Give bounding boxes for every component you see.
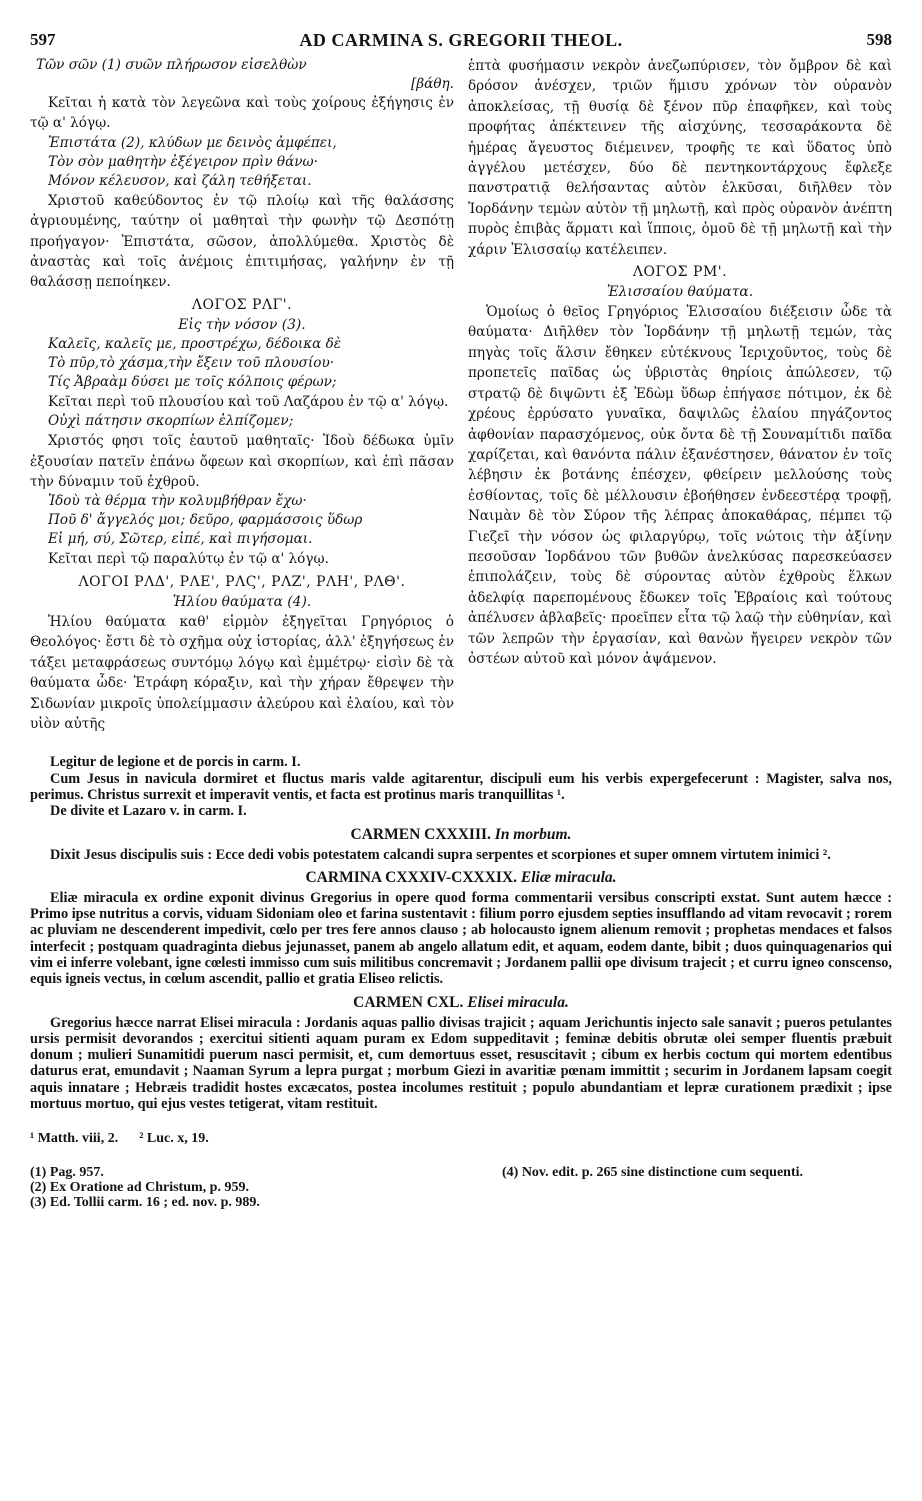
- paragraph: ἑπτὰ φυσήμασιν νεκρὸν ἀνεζωπύρισεν, τὸν ὄμβρον δὲ καὶ δρόσον ἀνέσχεν, τριῶν ἥμισυ χρόνων τὸν οὐρανὸν ἀποκλείσας, τῇ θυσίᾳ δὲ ξένον πῦρ ἐπαφῆκεν, καὶ τοὺς προφήτας ἀπέκτεινεν τῆς αἰσχύνης, τεσσαράκοντα δὲ ἡμέρας ἄγευστος διέμεινεν, τροφῆς τε καὶ ὕδατος ὑπὸ ἀγγέλου μετέσχεν, δύο δὲ πεντηκοντάρχους ἔφλεξε πανστρατιᾷ θελήσαντας αὐτὸν ἑλκῦσαι, διῆλθεν τὸν Ἰορδάνην τεμὼν αὐτὸν τῇ μηλωτῇ, καὶ πρὸς οὐρανὸν ἀνέπτη πυρὸς ἐπιβὰς ἅρματι καὶ ἵπποις, ὁμοῦ δὲ τῇ μηλωτῇ καὶ τὴν χάριν Ἐλισσαίῳ κατέλειπεν.: [468, 58, 892, 258]
- verse-line: Μόνον κέλευσον, καὶ ζάλη τεθήξεται.: [48, 172, 312, 189]
- verse-continuation: [βάθη.: [411, 76, 454, 92]
- verse-line: Εἰ μή, σύ, Σῶτερ, εἰπέ, καὶ πιγήσομαι.: [48, 531, 313, 548]
- page-number-right: 598: [866, 30, 892, 49]
- latin-translation: [30, 754, 892, 1112]
- section-subtitle: Εἰς τὴν νόσον (3).: [178, 316, 306, 333]
- footnote: (2) Ex Oratione ad Christum, p. 959.: [30, 1180, 249, 1196]
- verse-line: Τὸ πῦρ,τὸ χάσμα,τὴν ἔξειν τοῦ πλουσίου·: [48, 354, 335, 371]
- verse-line: Τίς Ἀβραὰμ δύσει με τοῖς κόλποις φέρων;: [48, 373, 337, 390]
- verse-line: Οὐχὶ πάτησιν σκορπίων ἐλπίζομεν;: [48, 413, 294, 430]
- footnotes: [30, 1165, 892, 1210]
- verse-line: Τῶν σῶν (1) συῶν πλήρωσον εἰσελθὼν: [36, 57, 307, 73]
- footnote: (1) Pag. 957.: [30, 1165, 104, 1181]
- paragraph: Κεῖται ἡ κατὰ τὸν λεγεῶνα καὶ τοὺς χοίρους ἐξήγησις ἐν τῷ α' λόγῳ.: [30, 95, 454, 132]
- carmen-heading: [30, 868, 892, 887]
- carmen-title: Eliæ miracula.: [520, 868, 617, 886]
- greek-columns: [30, 56, 892, 734]
- scripture-note: ² Luc. x, 19.: [139, 1131, 209, 1147]
- section-heading: ΛΟΓΟΣ ΡΜ'.: [632, 264, 728, 281]
- page-header: [30, 22, 892, 52]
- latin-paragraph: Cum Jesus in navicula dormiret et fluctus maris valde agitarentur, discipuli eum his verbis expergefecerunt : Magister, salva nos, perimus. Christus surrexit et imperavit ventis, et facta est protinus maris tranquillitas ¹.: [30, 770, 892, 803]
- footnote: (4) Nov. edit. p. 265 sine distinctione cum sequenti.: [502, 1165, 804, 1181]
- scripture-notes: [30, 1130, 892, 1147]
- paragraph: Χριστός φησι τοῖς ἑαυτοῦ μαθηταῖς· Ἰδοὺ δέδωκα ὑμῖν ἐξουσίαν πατεῖν ἐπάνω ὄφεων καὶ σκορπίων, καὶ ἐπὶ πᾶσαν τὴν δύναμιν τοῦ ἐχθροῦ.: [30, 433, 454, 491]
- page-number-left: 597: [30, 30, 56, 49]
- latin-paragraph: De divite et Lazaro v. in carm. I.: [50, 803, 247, 820]
- paragraph: Χριστοῦ καθεύδοντος ἐν τῷ πλοίῳ καὶ τῆς θαλάσσης ἀγριουμένης, ταύτην οἱ μαθηταὶ τὴν φωνὴν τῷ Δεσπότῃ προήγαγον· Ἐπιστάτα, σῶσον, ἀπολλύμεθα. Χριστὸς δὲ ἀναστὰς καὶ τοῖς ἀνέμοις ἐπιτιμήσας, γαλήνην ἐν τῇ θαλάσσῃ πεποίηκεν.: [30, 192, 454, 291]
- paragraph: Κεῖται περὶ τοῦ πλουσίου καὶ τοῦ Λαζάρου ἐν τῷ α' λόγῳ.: [48, 393, 449, 410]
- verse-line: Ἐπιστάτα (2), κλύδων με δεινὸς ἀμφέπει,: [48, 134, 337, 151]
- paragraph: Κεῖται περὶ τῷ παραλύτῳ ἐν τῷ α' λόγῳ.: [48, 551, 329, 568]
- scripture-note: ¹ Matth. viii, 2.: [30, 1131, 119, 1147]
- carmen-number: CARMINA CXXXIV-CXXXIX.: [305, 868, 518, 886]
- paragraph: Ἡλίου θαύματα καθ' εἱρμὸν ἐξηγεῖται Γρηγόριος ὁ Θεολόγος· ἔστι δὲ τὸ σχῆμα οὐχ ἱστορίας, ἀλλ' ἐξηγήσεως ἐν τάξει μεταφράσεως συντόμῳ λόγῳ καὶ ἐμμέτρῳ· εἰσὶν δὲ τὰ θαύματα ὧδε· Ἐτράφη κόραξιν, καὶ τὴν χήραν ἔθρεψεν τὴν Σιδωνίαν μικροῖς ὑπολείμμασιν ἀλεύρου καὶ ἐλαίου, καὶ τὸν υἱὸν αὐτῆς: [30, 613, 454, 732]
- carmen-heading: [30, 825, 892, 844]
- footnotes-left: [30, 1165, 440, 1210]
- running-title: AD CARMINA S. GREGORII THEOL.: [299, 30, 623, 50]
- carmen-number: CARMEN CXXXIII.: [350, 825, 491, 843]
- carmen-heading: [30, 993, 892, 1012]
- section-heading: ΛΟΓΟΣ ΡΛΓ'.: [191, 296, 293, 313]
- section-subtitle: Ἡλίου θαύματα (4).: [172, 593, 312, 610]
- footnote: (3) Ed. Tollii carm. 16 ; ed. nov. p. 989.: [30, 1195, 260, 1211]
- latin-paragraph: Eliæ miracula ex ordine exponit divinus Gregorius in opere quod forma commentarii versibus conscripti exstat. Sunt autem hæcce : Primo ipse nutritus a corvis, viduam Sidoniam oleo et farina sustentavit : filium porro ejusdem septies insufflando ad vitam revocavit ; rorem ac pluviam ne descenderent impedivit, cœlo per tres fere annos clauso ; ab holocausto ignem alienum removit ; prophetas mendaces et falsos interfecit ; postquam quadraginta diebus jejunasset, panem ab angelo allatum edit, et aquam, eodem dante, bibit ; duos quinquagenarios qui vim ei inferre volebant, igne cœlesti immisso cum suis militibus concremavit ; Jordanem pallii ope divisum trajecit ; et curru igneo conscenso, equis igneis vectus, in cœlum ascendit, pallio et gratia Eliseo relictis.: [30, 889, 892, 988]
- carmen-title: In morbum.: [494, 825, 572, 843]
- carmen-number: CARMEN CXL.: [353, 993, 464, 1011]
- verse-line: Τὸν σὸν μαθητὴν ἐξέγειρον πρὶν θάνω·: [48, 153, 318, 170]
- verse-line: Καλεῖς, καλεῖς με, προστρέχω, δέδοικα δὲ: [48, 335, 342, 352]
- carmen-title: Elisei miracula.: [467, 993, 569, 1011]
- paragraph: Ὁμοίως ὁ θεῖος Γρηγόριος Ἐλισσαίου διέξεισιν ὧδε τὰ θαύματα· Διῆλθεν τὸν Ἰορδάνην τῇ μηλωτῇ τεμών, τὰς πηγὰς τοῖς ἅλσιν ἔθηκεν εὐτέκνους Ἱεριχοῦντος, τοὺς δὲ προπετεῖς παῖδας ὡς ὑβριστὰς θηρίοις ἀπώλεσεν, τῷ στρατῷ δὲ διψῶντι ἐξ Ἐδὼμ ὕδωρ ἐπήγασε πότιμον, ἐκ δὲ χρέους ἐρρύσατο γυναῖκα, δαψιλῶς ἐλαίου πηγάζοντος ἀφθονίαν παρασχόμενος, οὐκ ὄντα δὲ τῇ Σουναμίτιδι παῖδα χαρίζεται, καὶ θανόντα πάλιν ἐξανέστησεν, θάνατον ἐν τοῖς λέβησιν ἐκ βοτάνης ἐπέσχεν, φθείρειν μελλούσης τοὺς ἐσθίοντας, τοῖς δὲ μέλλουσιν ἐβοήθησεν ἐνδεεστέρᾳ τροφῇ, Ναιμὰν δὲ τὸν Σύρον τῆς λέπρας ἀποκαθάρας, πέμπει τῷ Γιεζεῖ τὴν νόσον ὡς φιλαργύρῳ, τοῖς νώτοις τὴν ἀξίνην πεσοῦσαν Ἰορδάνου τῶν βυθῶν ἀνελκύσας παρεσκεύασεν ἐπιπολάζειν, τοὺς δὲ σύροντας αὐτὸν ἐχθροὺς ἕλκων ἀδελφίᾳ παρεπομένους ἔδωκεν τοῖς Ἑβραίοις καὶ τούτους ἀπέλυσεν ἀβλαβεῖς· προεῖπεν εἶτα τῷ λαῷ τὴν εὐθηνίαν, καὶ τῶν λεπρῶν τὴν ἐργασίαν, καὶ θανὼν ἤγειρεν νεκρὸν τῶν ὀστέων αὐτοῦ καὶ μόνον ἀψάμενον.: [468, 304, 892, 667]
- footnotes-right: [502, 1165, 892, 1210]
- left-column: [30, 56, 454, 734]
- section-subtitle: Ἐλισσαίου θαύματα.: [606, 284, 754, 301]
- right-column: [468, 56, 892, 734]
- verse-line: Ἰδοὺ τὰ θέρμα τὴν κολυμβήθραν ἔχω·: [48, 493, 307, 510]
- section-heading: ΛΟΓΟΙ ΡΛΔ', ΡΛΕ', ΡΛϚ', ΡΛΖ', ΡΛΗ', ΡΛΘ'.: [78, 573, 406, 590]
- verse-line: Ποῦ δ' ἄγγελός μοι; δεῦρο, φαρμάσσοις ὕδωρ: [48, 512, 363, 529]
- latin-paragraph: Legitur de legione et de porcis in carm. I.: [50, 754, 301, 771]
- latin-paragraph: Dixit Jesus discipulis suis : Ecce dedi vobis potestatem calcandi supra serpentes et scorpiones et super omnem virtutem inimici ².: [50, 846, 831, 863]
- latin-paragraph: Gregorius hæcce narrat Elisei miracula : Jordanis aquas pallio divisas trajicit ; aquam Jerichuntis injecto sale sanavit ; pueros petulantes ursis permisit devorandos ; exercitui sitienti aquam puram ex Edom suppeditavit ; feminæ debitis obrutæ olei semper fluentis præbuit donum ; mulieri Sunamitidi puerum nasci permisit, et, cum demortuus esset, resuscitavit ; cibum ex herbis coctum qui mortem edentibus daturus erat, emundavit ; Naaman Syrum a lepra purgat ; morbum Giezi in avaritiæ pœnam immittit ; securim in Jordanem lapsam coegit aquis innatare ; Hebræis tradidit hostes excæcatos, postea incolumes restituit ; populo abundantiam et lepræ curationem prædixit ; ipse mortuus mortuo, qui ejus vestes tetigerat, vitam restituit.: [30, 1014, 892, 1113]
